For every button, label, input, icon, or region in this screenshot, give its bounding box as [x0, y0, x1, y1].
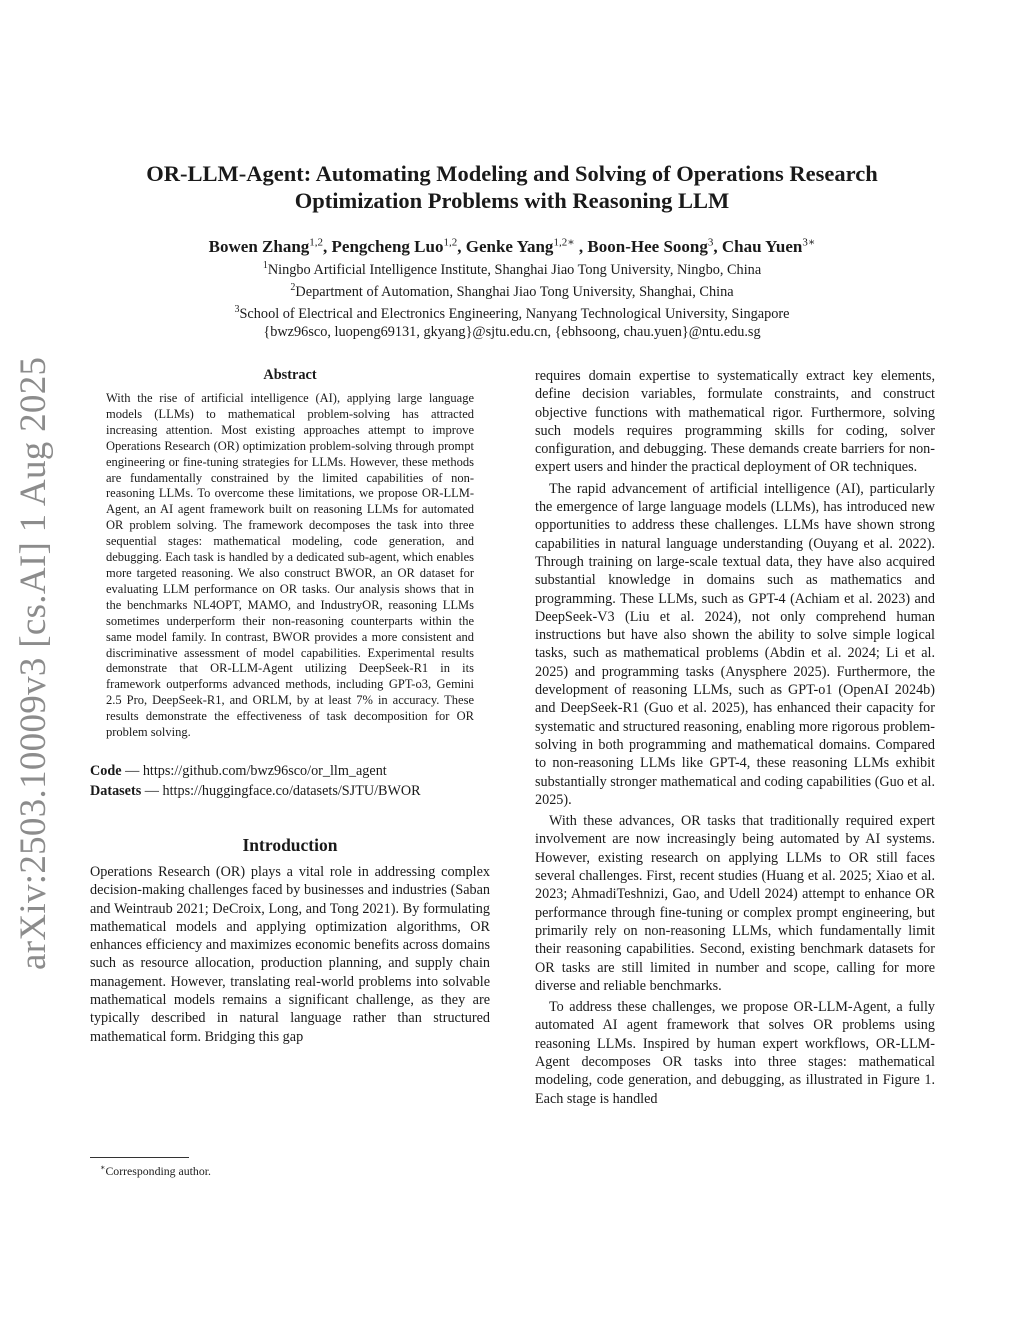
code-link[interactable]: https://github.com/bwz96sco/or_llm_agent	[142, 762, 387, 779]
introduction-heading: Introduction	[242, 834, 338, 855]
author-emails: {bwz96sco, luopeng69131, gkyang}@sjtu.edu.cn, {ebhsoong, chau.yuen}@ntu.edu.sg	[263, 324, 761, 341]
intro-paragraph: requires domain expertise to systematically extract key elements, define decision variables, formulate constraints, and construct objective functions with mathematical rigor. Furthermore, solving such models requires programming skills for coding, solver configuration, and debugging. These demands create barriers for non-expert users and hinder the practical deployment of OR techniques.	[535, 368, 935, 476]
affiliations	[90, 257, 934, 341]
author: Pengcheng Luo$^{1,2}$,	[331, 236, 466, 256]
affiliation-1: $^1$Ningbo Artificial Intelligence Institute, Shanghai Jiao Tong University, Ningbo, China	[262, 260, 762, 278]
affiliation-2: $^2$Department of Automation, Shanghai Jiao Tong University, Shanghai, China	[290, 282, 734, 300]
author: Bowen Zhang$^{1,2}$,	[208, 236, 332, 256]
paper-title	[90, 160, 934, 214]
intro-paragraph: To address these challenges, we propose OR-LLM-Agent, a fully automated AI agent framework that solves OR problems using reasoning LLMs. Inspired by human expert workflows, OR-LLM-Agent decomposes OR tasks into three stages: mathematical modeling, code generation, and debugging, as illustrated in Figure 1. Each stage is handled	[535, 999, 935, 1107]
intro-paragraph: The rapid advancement of artificial intelligence (AI), particularly the emergence of large language models (LLMs), has introduced new opportunities to address these challenges. LLMs have shown strong capabilities in natural language understanding (Ouyang et al. 2022). Through training on large-scale textual data, they have also acquired substantial knowledge in domains such as mathematics and programming. These LLMs, such as GPT-4 (Achiam et al. 2023) and DeepSeek-V3 (Liu et al. 2024), not only comprehend human instructions but have also shown the ability to solve simple logical tasks, such as mathematical problems (Abdin et al. 2024; Li et al. 2025) and programming tasks (Anysphere 2025). Furthermore, the development of reasoning LLMs, such as GPT-o1 (OpenAI 2024b) and DeepSeek-R1 (Guo et al. 2025), has enhanced their capacity for systematic and structured reasoning, enabling more rigorous problem-solving in both programming and mathematical domains. Compared to non-reasoning LLMs like GPT-4, these reasoning LLMs exhibit substantially stronger mathematical and coding capabilities (Guo et al. 2025).	[535, 480, 935, 808]
abstract-heading: Abstract	[263, 367, 317, 383]
author: Boon-Hee Soong$^3$,	[587, 236, 722, 256]
affiliation-3: $^3$School of Electrical and Electronics Engineering, Nanyang Technological University, Singapore	[234, 304, 790, 322]
footnote: ∗Corresponding author.	[100, 1163, 211, 1178]
footnote-divider	[90, 1157, 189, 1158]
resource-links	[90, 761, 490, 802]
right-column	[535, 367, 935, 1108]
intro-paragraph: With these advances, OR tasks that traditionally required expert involvement are now increasingly being automated by AI systems. However, existing research on applying LLMs to OR still faces several challenges. First, recent studies (Huang et al. 2025; Xiao et al. 2023; AhmadiTeshnizi, Gao, and Udell 2024) attempt to enhance OR performance through fine-tuning or complex prompt engineering, but primarily rely on non-reasoning LLMs, which fundamentally limit their reasoning capabilities. Second, existing benchmark datasets for OR tasks are still limited in number and scope, calling for more diverse and reliable benchmarks.	[535, 813, 935, 994]
intro-paragraph: Operations Research (OR) plays a vital role in addressing complex decision-making challenges faced by businesses and industries (Saban and Weintraub 2021; DeCroix, Long, and Tong 2021). By formulating mathematical models and applying optimization algorithms, OR enhances efficiency and maximizes economic benefits across domains such as resource allocation, production planning, and supply chain management. However, translating real-world problems into solvable mathematical models remains a significant challenge, as they are typically described in natural language rather than structured mathematical form. Bridging this gap	[90, 863, 490, 1045]
datasets-link-line: Datasets — https://huggingface.co/datasets/SJTU/BWOR	[90, 783, 421, 800]
abstract-body: With the rise of artificial intelligence (AI), applying large language models (LLMs) to mathematical problem-solving has attracted increasing attention. Most existing approaches attempt to improve Operations Research (OR) optimization problem-solving through prompt engineering or fine-tuning strategies for LLMs. However, these methods are fundamentally constrained by the limited capabilities of non-reasoning LLMs. To overcome these limitations, we propose OR-LLM-Agent, an AI agent framework built on reasoning LLMs for automated OR problem solving. The framework decomposes the task into three sequential stages: mathematical modeling, code generation, and debugging. Each task is handled by a dedicated sub-agent, which enables more targeted reasoning. We also construct BWOR, an OR dataset for evaluating LLM performance on OR tasks. Our analysis shows that in the benchmarks NL4OPT, MAMO, and IndustryOR, reasoning LLMs sometimes underperform their non-reasoning counterparts within the same model family. In contrast, BWOR provides a more consistent and discriminative assessment of model capabilities. Experimental results demonstrate that OR-LLM-Agent utilizing DeepSeek-R1 in its framework outperforms advanced methods, including GPT-o3, Gemini 2.5 Pro, DeepSeek-R1, and ORLM, by at least 7% in accuracy. These results demonstrate the effectiveness of task decomposition for OR problem solving.	[106, 391, 474, 740]
datasets-link[interactable]: https://huggingface.co/datasets/SJTU/BWOR	[162, 783, 421, 800]
author: Genke Yang$^{1,2∗}$ ,	[465, 236, 588, 256]
title-line-1: OR-LLM-Agent: Automating Modeling and Solving of Operations Research	[146, 161, 878, 186]
code-link-line: Code — https://github.com/bwz96sco/or_llm_agent	[90, 762, 387, 779]
left-column	[90, 366, 490, 1046]
author: Chau Yuen$^{3∗}$	[721, 236, 816, 256]
arxiv-identifier: arXiv:2503.10009v3 [cs.AI] 1 Aug 2025	[13, 356, 54, 970]
author-list	[90, 231, 934, 258]
title-line-2: Optimization Problems with Reasoning LLM	[294, 188, 730, 213]
